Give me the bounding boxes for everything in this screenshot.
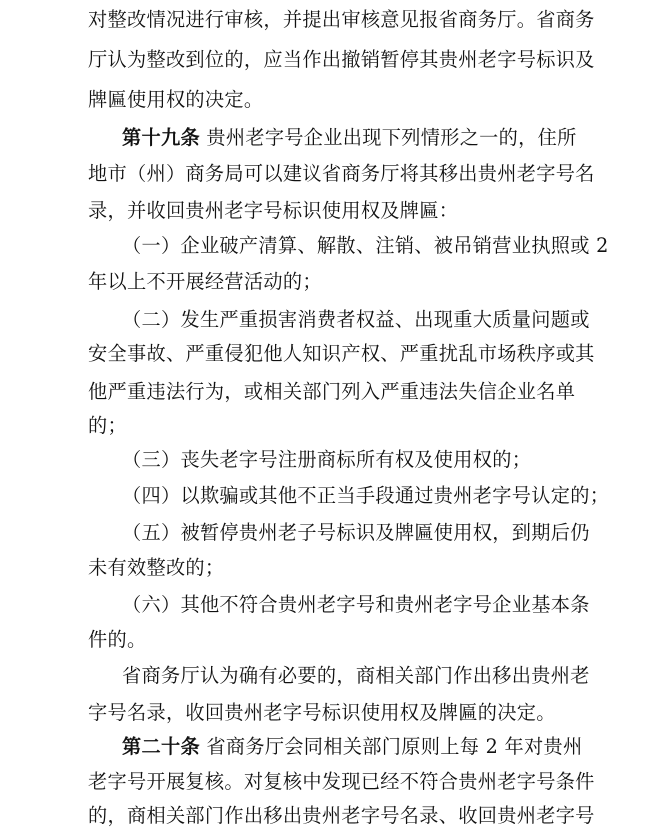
list-item-1: （一）企业破产清算、解散、注销、被吊销营业执照或 2	[122, 234, 609, 257]
body-line: 老字号开展复核。对复核中发现已经不符合贵州老字号条件	[88, 770, 595, 793]
body-line: 件的。	[88, 628, 147, 651]
body-line: 他严重违法行为，或相关部门列入严重违法失信企业名单	[88, 380, 576, 403]
list-item-5: （五）被暂停贵州老子号标识及牌匾使用权，到期后仍	[122, 521, 590, 544]
body-line: 对整改情况进行审核，并提出审核意见报省商务厅。省商务	[88, 8, 595, 31]
body-line: 字号名录，收回贵州老字号标识使用权及牌匾的决定。	[88, 701, 556, 724]
article-19-heading: 第十九条	[122, 126, 200, 149]
article-20-text: 省商务厅会同相关部门原则上每 2 年对贵州	[206, 735, 583, 758]
body-line: 的，商相关部门作出移出贵州老字号名录、收回贵州老字号	[88, 804, 595, 827]
list-item-2: （二）发生严重损害消费者权益、出现重大质量问题或	[122, 308, 590, 331]
body-line: 厅认为整改到位的，应当作出撤销暂停其贵州老字号标识及	[88, 48, 595, 71]
body-line: 录，并收回贵州老字号标识使用权及牌匾：	[88, 199, 459, 222]
body-line: 的；	[88, 414, 127, 437]
paragraph-line: 省商务厅认为确有必要的，商相关部门作出移出贵州老	[122, 664, 590, 687]
body-line: 地市（州）商务局可以建议省商务厅将其移出贵州老字号名	[88, 162, 595, 185]
list-item-4: （四）以欺骗或其他不正当手段通过贵州老字号认定的；	[122, 484, 610, 507]
article-20-heading: 第二十条	[122, 735, 200, 758]
body-line: 牌匾使用权的决定。	[88, 88, 264, 111]
list-item-3: （三）丧失老字号注册商标所有权及使用权的；	[122, 448, 532, 471]
article-19-line	[122, 118, 612, 158]
body-line: 安全事故、严重侵犯他人知识产权、严重扰乱市场秩序或其	[88, 342, 595, 365]
body-line: 未有效整改的；	[88, 556, 225, 579]
article-20-line	[122, 727, 612, 767]
list-item-6: （六）其他不符合贵州老字号和贵州老字号企业基本条	[122, 593, 590, 616]
article-19-text: 贵州老字号企业出现下列情形之一的，住所	[206, 126, 577, 149]
body-line: 年以上不开展经营活动的；	[88, 270, 322, 293]
